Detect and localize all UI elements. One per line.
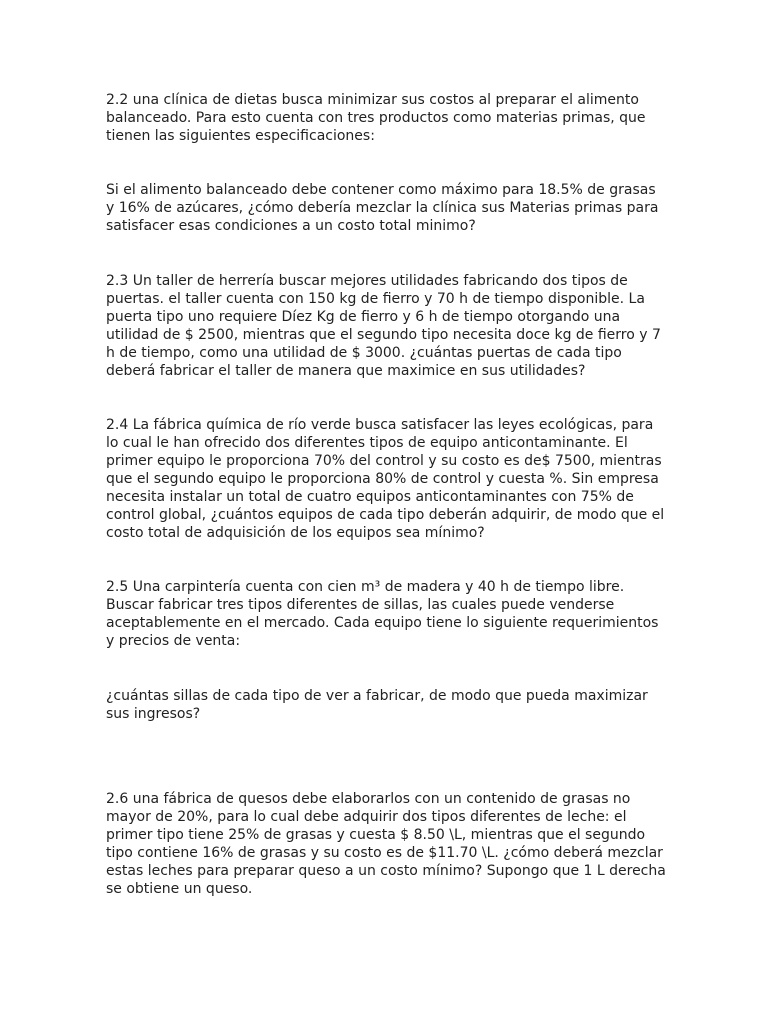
problem-2-2-question: Si el alimento balanceado debe contener como máximo para 18.5% de grasas y 16% de azúcares, ¿cómo debería mezclar la clínica sus Materias primas para satisfacer esas condiciones a un costo total minimo? — [106, 182, 659, 234]
problem-2-5-question: ¿cuántas sillas de cada tipo de ver a fabricar, de modo que pueda maximizar sus ingresos? — [106, 688, 648, 722]
problem-2-3-statement: 2.3 Un taller de herrería buscar mejores utilidades fabricando dos tipos de puertas. el taller cuenta con 150 kg de fierro y 70 h de tiempo disponible. La puerta tipo uno requiere Díez Kg de fierro y 6 h de tiempo otorgando una utilidad de $ 2500, mientras que el segundo tipo necesita doce kg de fierro y 7 h de tiempo, como una utilidad de $ 3000. ¿cuántas puertas de cada tipo deberá fabricar el taller de manera que maximice en sus utilidades? — [106, 273, 661, 379]
problem-2-4-statement: 2.4 La fábrica química de río verde busca satisfacer las leyes ecológicas, para lo cual le han ofrecido dos diferentes tipos de equipo anticontaminante. El primer equipo le proporciona 70% del control y su costo es de$ 7500, mientras que el segundo equipo le proporciona 80% de control y cuesta %. Sin empresa necesita instalar un total de cuatro equipos anticontaminantes con 75% de control global, ¿cuántos equipos de cada tipo deberán adquirir, de modo que el costo total de adquisición de los equipos sea mínimo? — [106, 417, 665, 541]
problem-2-2-statement: 2.2 una clínica de dietas busca minimizar sus costos al preparar el alimento balanceado. Para esto cuenta con tres productos como materias primas, que tienen las siguientes especificaciones: — [106, 92, 646, 144]
problem-2-6-statement: 2.6 una fábrica de quesos debe elaborarlos con un contenido de grasas no mayor de 20%, para lo cual debe adquirir dos tipos diferentes de leche: el primer tipo tiene 25% de grasas y cuesta $ 8.50 \L, mientras que el segundo tipo contiene 16% de grasas y su costo es de $11.70 \L. ¿cómo deberá mezclar estas leches para preparar queso a un costo mínimo? Supongo que 1 L derecha se obtiene un queso. — [106, 791, 666, 897]
problem-2-5-statement: 2.5 Una carpintería cuenta con cien m³ de madera y 40 h de tiempo libre. Buscar fabricar tres tipos diferentes de sillas, las cuales puede venderse aceptablemente en el mercado. Cada equipo tiene lo siguiente requerimientos y precios de venta: — [106, 579, 659, 649]
